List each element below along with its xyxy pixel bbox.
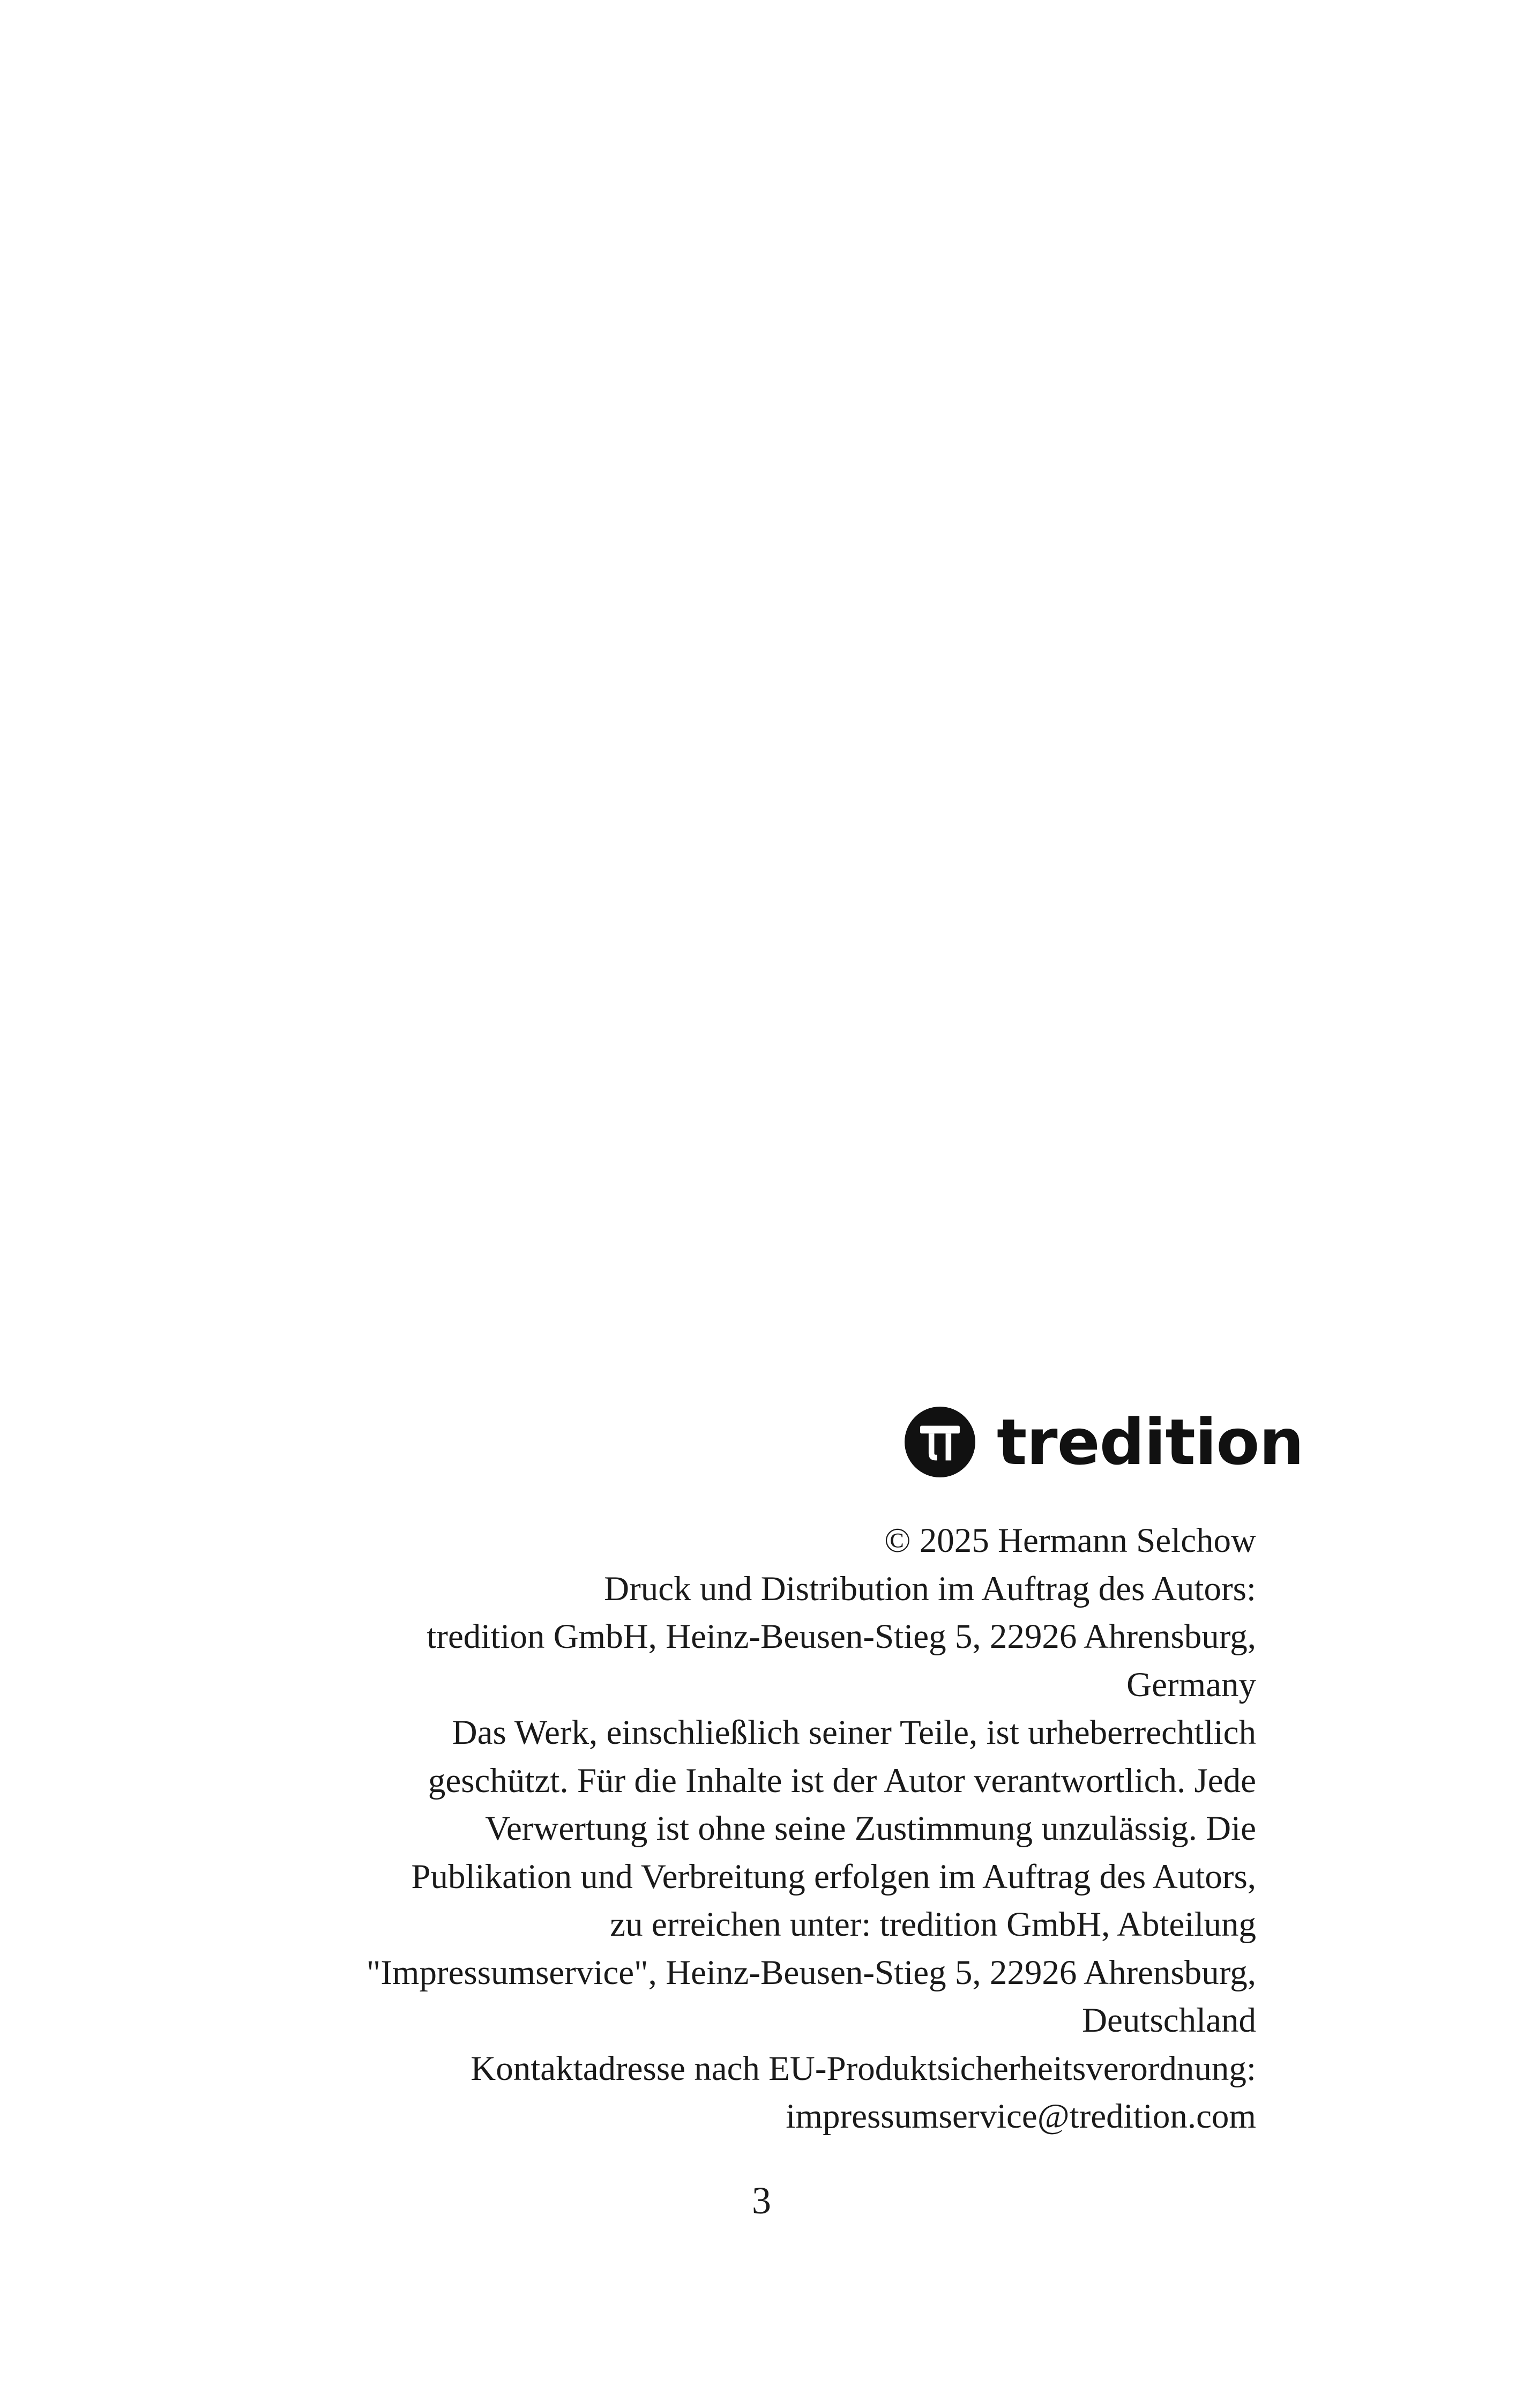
- imprint-line: Druck und Distribution im Auftrag des Autors:: [604, 1569, 1256, 1608]
- imprint-line: © 2025 Hermann Selchow: [884, 1521, 1256, 1560]
- publisher-logo: [905, 1404, 1303, 1480]
- imprint-line: geschützt. Für die Inhalte ist der Autor verantwortlich. Jede: [428, 1761, 1256, 1800]
- logo-wordmark: tredition: [997, 1405, 1304, 1479]
- imprint-line: Das Werk, einschließlich seiner Teile, ist urheberrechtlich: [452, 1713, 1256, 1752]
- imprint-line: Verwertung ist ohne seine Zustimmung unzulässig. Die: [485, 1809, 1256, 1848]
- imprint-line: zu erreichen unter: tredition GmbH, Abteilung: [610, 1905, 1256, 1944]
- imprint-line: Kontaktadresse nach EU-Produktsicherheitsverordnung:: [471, 2049, 1256, 2088]
- page-number: 3: [752, 2179, 771, 2222]
- imprint-line: tredition GmbH, Heinz-Beusen-Stieg 5, 22926 Ahrensburg,: [427, 1617, 1256, 1656]
- imprint-line: Publikation und Verbreitung erfolgen im Auftrag des Autors,: [411, 1857, 1256, 1896]
- imprint-line: "Impressumservice", Heinz-Beusen-Stieg 5, 22926 Ahrensburg,: [366, 1953, 1256, 1992]
- imprint-line: impressumservice@tredition.com: [786, 2097, 1256, 2136]
- imprint-line: Deutschland: [1082, 2001, 1256, 2040]
- tredition-logo-icon: [905, 1407, 975, 1477]
- imprint-block: [238, 1517, 1256, 2141]
- imprint-line: Germany: [1126, 1665, 1256, 1704]
